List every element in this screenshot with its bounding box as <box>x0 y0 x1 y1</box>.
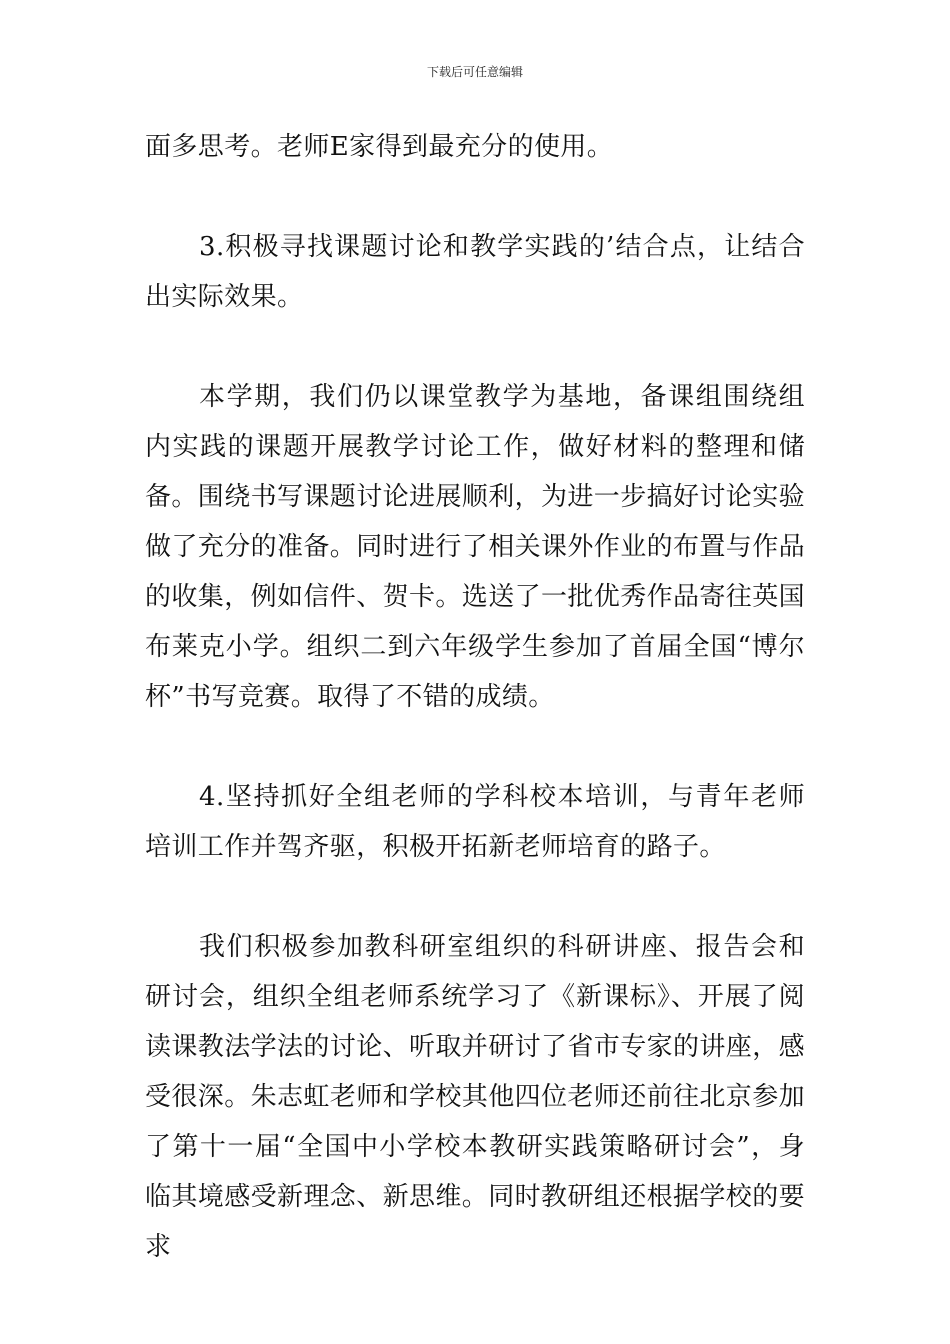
paragraph-semester-work: 本学期，我们仍以课堂教学为基地，备课组围绕组内实践的课题开展教学讨论工作，做好材料的整理和储备。围绕书写课题讨论进展顺利，为进一步搞好讨论实验做了充分的准备。同时进行了相关课外作业的布置与作品的收集，例如信件、贺卡。选送了一批优秀作品寄往英国布莱克小学。组织二到六年级学生参加了首届全国“博尔杯”书写竞赛。取得了不错的成绩。 <box>145 382 806 712</box>
document-body <box>145 122 805 1272</box>
paragraph-item-3: 3.积极寻找课题讨论和教学实践的’结合点，让结合出实际效果。 <box>145 232 805 312</box>
page-header-note: 下载后可任意编辑 <box>426 65 523 79</box>
paragraph-continuation: 面多思考。老师E家得到最充分的使用。 <box>145 132 614 162</box>
paragraph-item-4: 4.坚持抓好全组老师的学科校本培训，与青年老师培训工作并驾齐驱，积极开拓新老师培育的路子。 <box>145 782 805 862</box>
paragraph-research-activities: 我们积极参加教科研室组织的科研讲座、报告会和研讨会，组织全组老师系统学习了《新课标》、开展了阅读课教法学法的讨论、听取并研讨了省市专家的讲座，感受很深。朱志虹老师和学校其他四位老师还前往北京参加了第十一届“全国中小学校本教研实践策略研讨会”，身临其境感受新理念、新思维。同时教研组还根据学校的要求 <box>145 932 806 1262</box>
